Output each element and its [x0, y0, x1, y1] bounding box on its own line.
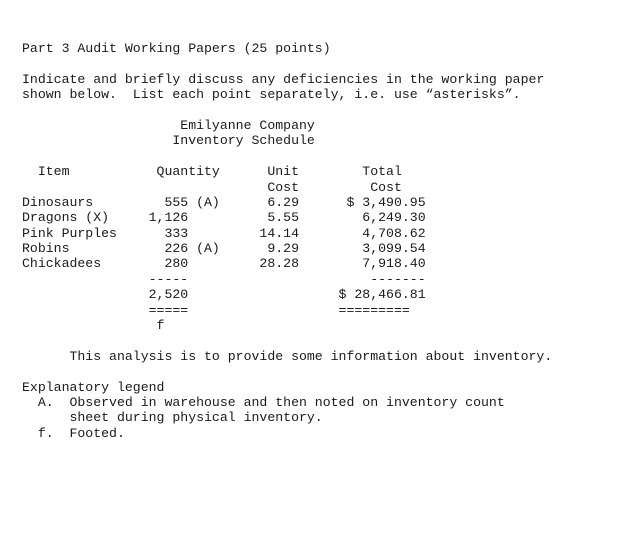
subtotal-rule: ----- ------- [22, 271, 426, 287]
inventory-schedule [22, 118, 632, 333]
spacer [22, 364, 632, 379]
footed-mark: f [22, 318, 165, 334]
instruction-line: Indicate and briefly discuss any deficiencies in the working paper [22, 71, 545, 87]
column-headers: Item Quantity Unit Total [22, 164, 402, 180]
total-row: 2,520 $ 28,466.81 [22, 287, 426, 303]
spacer [22, 103, 632, 118]
table-row: Chickadees 280 28.28 7,918.40 [22, 256, 426, 272]
spacer [22, 56, 632, 71]
explanatory-legend [22, 380, 632, 442]
legend-item: f. Footed. [22, 425, 125, 441]
part-heading: Part 3 Audit Working Papers (25 points) [22, 41, 331, 56]
company-name: Emilyanne Company [22, 117, 315, 133]
legend-item: sheet during physical inventory. [22, 410, 323, 426]
table-row: Dragons (X) 1,126 5.55 6,249.30 [22, 210, 426, 226]
spacer [22, 333, 632, 348]
worksheet [22, 41, 632, 441]
analysis-note: This analysis is to provide some information about inventory. [22, 348, 553, 364]
double-rule: ===== ========= [22, 302, 410, 318]
column-headers-cost: Cost Cost [22, 179, 402, 195]
spacer [22, 149, 632, 164]
schedule-title: Inventory Schedule [22, 133, 315, 149]
legend-title: Explanatory legend [22, 379, 165, 395]
instruction-line: shown below. List each point separately, i.e. use “asterisks”. [22, 87, 521, 103]
table-row: Robins 226 (A) 9.29 3,099.54 [22, 241, 426, 257]
table-row: Dinosaurs 555 (A) 6.29 $ 3,490.95 [22, 194, 426, 210]
legend-item: A. Observed in warehouse and then noted on inventory count [22, 394, 505, 410]
table-row: Pink Purples 333 14.14 4,708.62 [22, 225, 426, 241]
